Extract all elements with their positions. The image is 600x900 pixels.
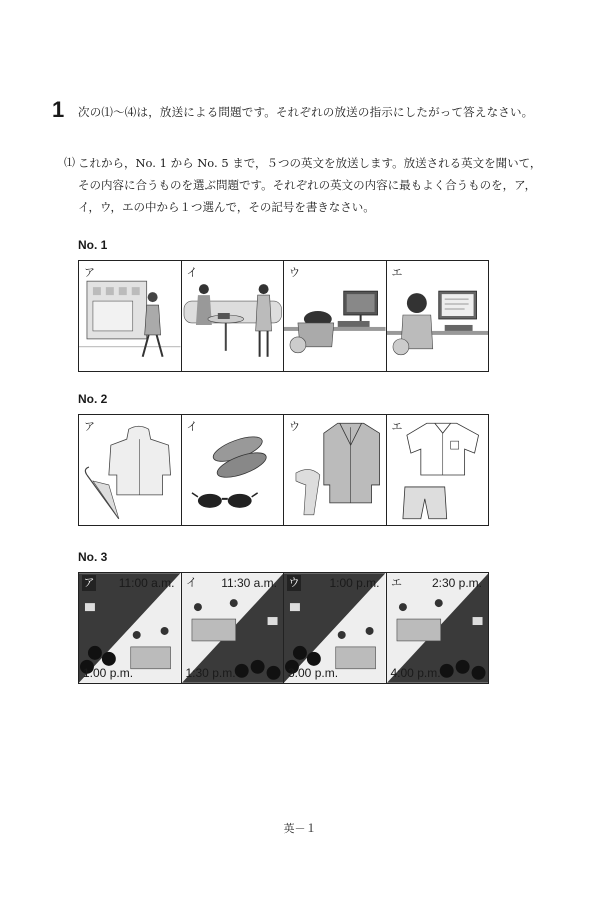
no3-option-u: [284, 573, 387, 683]
no1-options: [78, 260, 489, 372]
end-time: 4:00 p.m.: [390, 666, 441, 680]
option-letter: エ: [391, 266, 403, 279]
option-letter: ウ: [289, 266, 300, 279]
option-letter: ウ: [288, 576, 300, 589]
no2-options: [78, 414, 489, 526]
no1-option-a: [79, 261, 182, 371]
no2-option-i: [182, 415, 285, 525]
start-time: 2:30 p.m.: [431, 576, 482, 590]
start-time: 11:00 a.m.: [118, 576, 175, 590]
option-letter: イ: [186, 576, 197, 589]
no1-option-e: [387, 261, 489, 371]
option-letter: ウ: [289, 420, 300, 433]
end-time: 3:00 p.m.: [288, 666, 339, 680]
section-label-no2: No. 2: [78, 392, 108, 406]
no3-options: [78, 572, 489, 684]
subquestion-label: ⑴: [64, 156, 75, 169]
no1-option-i: [182, 261, 285, 371]
option-letter: ア: [84, 420, 95, 433]
start-time: 1:00 p.m.: [329, 576, 380, 590]
option-letter: イ: [186, 420, 198, 433]
no1-option-u: [284, 261, 387, 371]
option-letter: ア: [83, 576, 95, 589]
no3-option-i: [182, 573, 285, 683]
section-label-no1: No. 1: [78, 238, 108, 252]
no3-option-e: [387, 573, 489, 683]
no2-option-u: [284, 415, 387, 525]
option-letter: エ: [391, 576, 402, 589]
section-label-no3: No. 3: [78, 550, 108, 564]
start-time: 11:30 a.m.: [221, 576, 277, 590]
end-time: 1:00 p.m.: [83, 666, 134, 680]
question-number: 1: [52, 97, 65, 122]
subquestion-1: [62, 152, 542, 218]
option-letter: エ: [391, 420, 403, 433]
page-footer: 英－１: [283, 822, 317, 835]
no2-option-a: [79, 415, 182, 525]
option-letter: イ: [186, 266, 198, 279]
subquestion-text: これから，No. 1 から No. 5 まで，５つの英文を放送します。放送される英文を聞いて，その内容に合うものを選ぶ問題です。それぞれの英文の内容に最もよく合うものを，ア，イ，ウ，エの中から１つ選んで，その記号を書きなさい。: [78, 156, 542, 214]
option-letter: ア: [84, 266, 95, 279]
no3-option-a: [79, 573, 182, 683]
question-instruction: 次の⑴～⑷は，放送による問題です。それぞれの放送の指示にしたがって答えなさい。: [78, 105, 534, 119]
end-time: 1:30 p.m.: [185, 666, 236, 680]
no2-option-e: [387, 415, 489, 525]
